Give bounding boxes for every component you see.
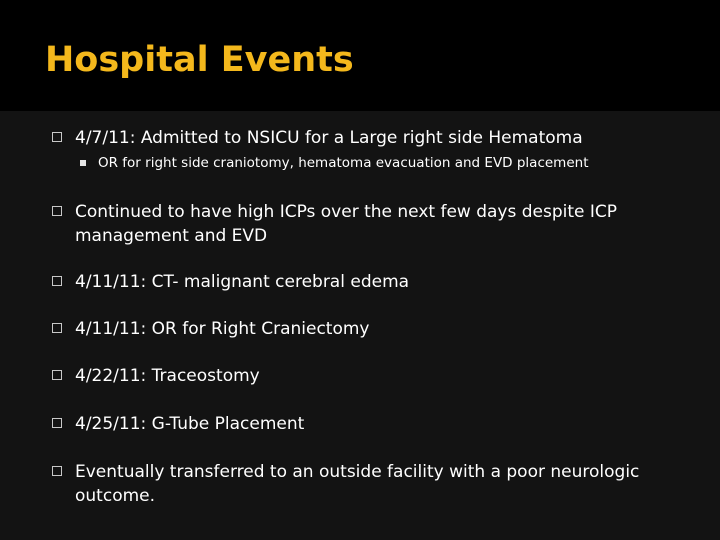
slide-title: Hospital Events: [45, 40, 354, 80]
bullet-marker-icon: [52, 466, 62, 476]
bullet-item-3: 4/11/11: CT- malignant cerebral edema: [75, 272, 410, 292]
bullet-marker-icon: [52, 418, 62, 428]
bullet-item-7: Eventually transferred to an outside facility with a poor neurologic outcome.: [75, 462, 640, 506]
title-bar: [0, 0, 720, 111]
bullet-item-1: 4/7/11: Admitted to NSICU for a Large right side Hematoma: [75, 128, 583, 148]
bullet-marker-icon: [52, 323, 62, 333]
bullet-marker-icon: [52, 276, 62, 286]
bullet-item-4: 4/11/11: OR for Right Craniectomy: [75, 319, 370, 339]
sub-bullet-item-1: OR for right side craniotomy, hematoma evacuation and EVD placement: [98, 155, 589, 171]
bullet-marker-icon: [52, 370, 62, 380]
bullet-item-6: 4/25/11: G-Tube Placement: [75, 414, 305, 434]
bullet-marker-icon: [52, 132, 62, 142]
sub-bullet-marker-icon: [80, 160, 86, 166]
bullet-item-2: Continued to have high ICPs over the next few days despite ICP management and EVD: [75, 202, 618, 246]
bullet-item-5: 4/22/11: Traceostomy: [75, 366, 260, 386]
bullet-marker-icon: [52, 206, 62, 216]
